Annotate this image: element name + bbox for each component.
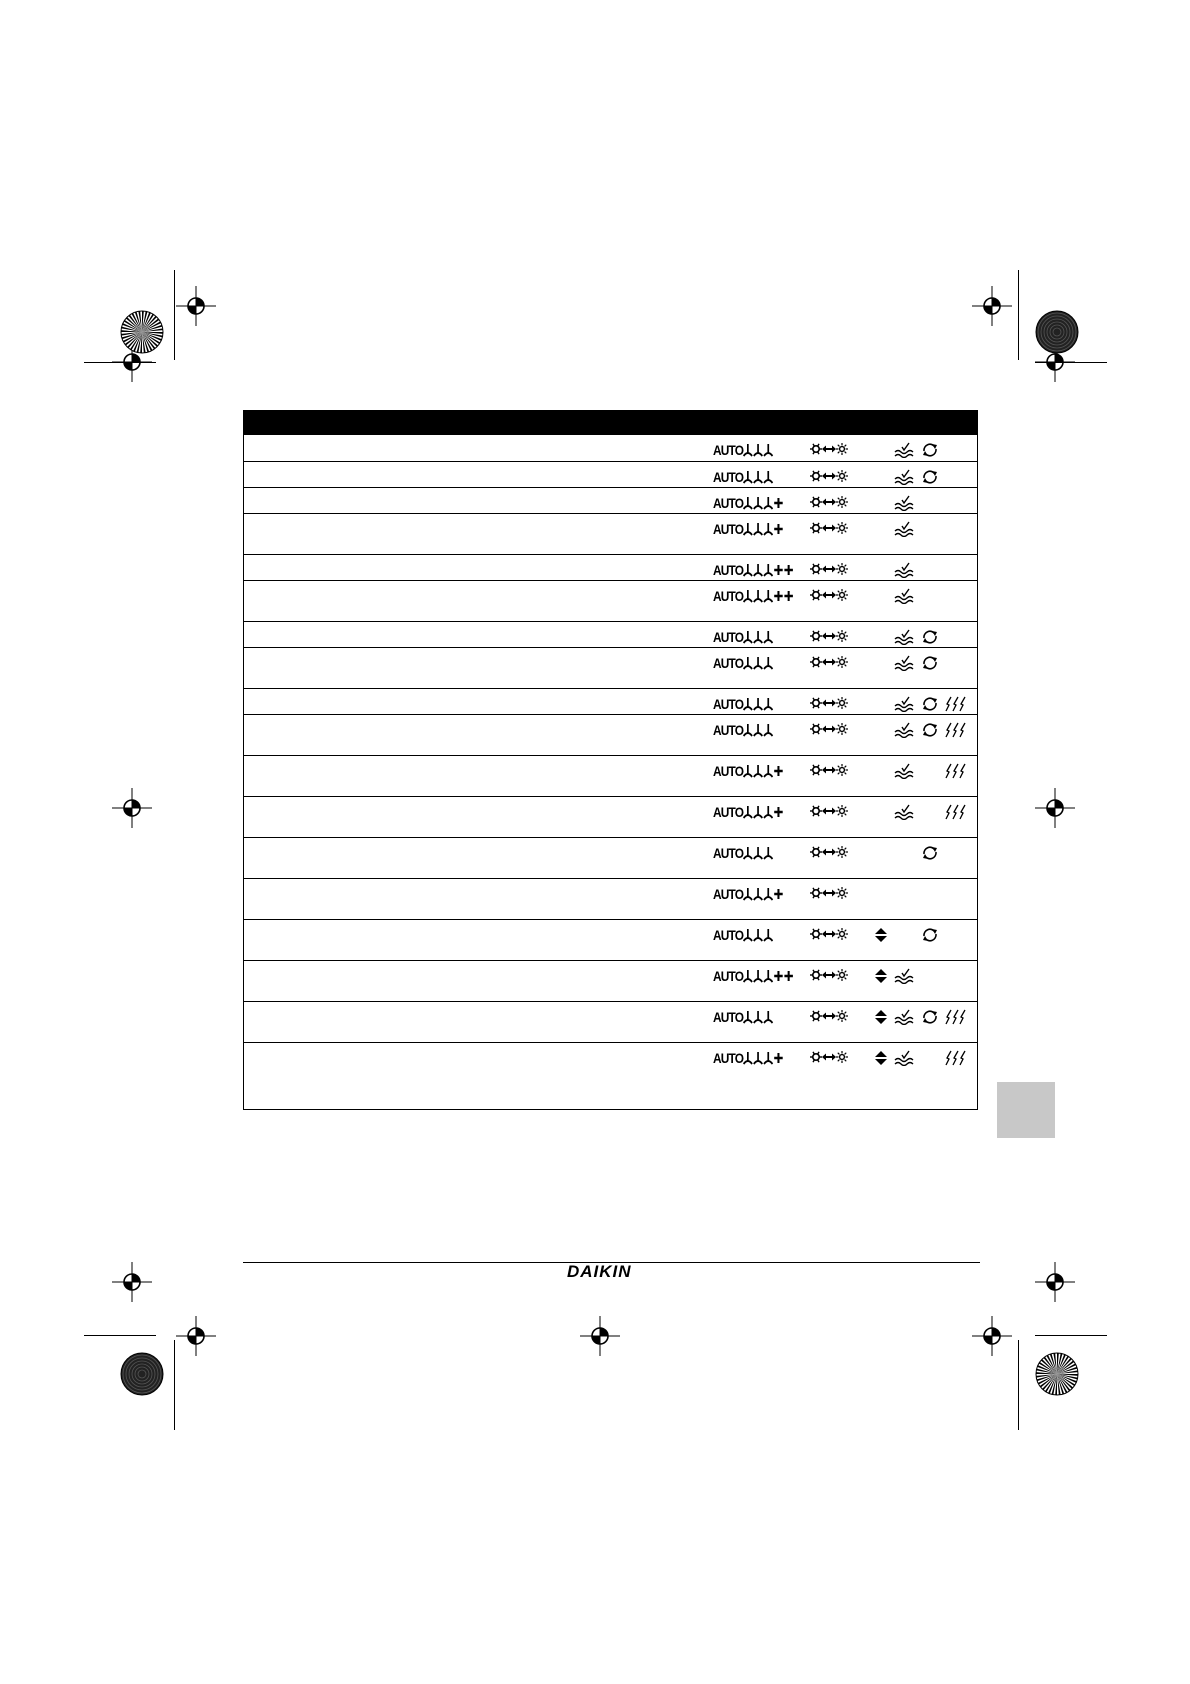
- mode-cell: [809, 562, 849, 578]
- fan-speed-icon: [764, 470, 774, 484]
- fan-speed-cell: [713, 968, 794, 984]
- dry-mode-icon: [894, 722, 916, 738]
- cycle-cell: [921, 722, 939, 738]
- dry-mode-icon: [894, 495, 916, 511]
- table-row: [244, 878, 977, 919]
- plus-icon: [784, 589, 794, 603]
- dry-mode-icon: [894, 763, 916, 779]
- fan-auto-label: AUTO: [713, 968, 744, 984]
- fan-speed-icon: [764, 656, 774, 670]
- fan-speed-icon: [743, 846, 753, 860]
- mode-cell: [809, 804, 849, 820]
- heater-icon: [945, 722, 969, 738]
- plus-icon: [784, 563, 794, 577]
- vswing-cell: [874, 1050, 888, 1066]
- dark-rosette-icon: [120, 1352, 164, 1396]
- fan-speed-icon: [753, 969, 763, 983]
- fan-auto-label: AUTO: [713, 655, 744, 671]
- fan-speed-cell: [713, 927, 774, 943]
- mode-cell: [809, 442, 849, 458]
- dry-mode-icon: [894, 588, 916, 604]
- fan-speed-cell: [713, 886, 784, 902]
- table-row: [244, 755, 977, 796]
- cool-heat-changeover-icon: [809, 927, 849, 941]
- fan-speed-cell: [713, 804, 784, 820]
- fan-auto-label: AUTO: [713, 521, 744, 537]
- cycle-cell: [921, 845, 939, 861]
- fan-speed-icon: [743, 969, 753, 983]
- dry-mode-icon: [894, 655, 916, 671]
- cycle-icon: [921, 1009, 939, 1025]
- table-row: [244, 461, 977, 487]
- cool-heat-changeover-icon: [809, 442, 849, 456]
- mode-cell: [809, 763, 849, 779]
- cool-heat-changeover-icon: [809, 722, 849, 736]
- fan-speed-icon: [743, 1051, 753, 1065]
- mode-cell: [809, 696, 849, 712]
- cycle-icon: [921, 469, 939, 485]
- fan-speed-icon: [743, 443, 753, 457]
- fan-auto-label: AUTO: [713, 562, 744, 578]
- table-row: [244, 621, 977, 647]
- fan-speed-icon: [764, 969, 774, 983]
- heater-icon: [945, 1050, 969, 1066]
- fan-speed-cell: [713, 845, 774, 861]
- vertical-swing-icon: [874, 927, 888, 943]
- fan-speed-cell: [713, 442, 774, 458]
- table-row: [244, 919, 977, 960]
- registration-target-icon: [112, 1262, 152, 1302]
- cool-heat-changeover-icon: [809, 696, 849, 710]
- heat-cell: [945, 722, 969, 738]
- fan-auto-label: AUTO: [713, 845, 744, 861]
- fan-speed-icon: [753, 496, 763, 510]
- plus-icon: [774, 496, 784, 510]
- plus-icon: [774, 764, 784, 778]
- fan-speed-icon: [743, 805, 753, 819]
- mode-cell: [809, 1009, 849, 1025]
- plus-icon: [774, 1051, 784, 1065]
- cycle-icon: [921, 696, 939, 712]
- cool-heat-changeover-icon: [809, 968, 849, 982]
- dry-mode-icon: [894, 968, 916, 984]
- fan-speed-icon: [743, 928, 753, 942]
- fan-speed-icon: [743, 522, 753, 536]
- fan-speed-cell: [713, 763, 784, 779]
- dry-cell: [894, 442, 916, 458]
- fan-speed-cell: [713, 629, 774, 645]
- vswing-cell: [874, 927, 888, 943]
- fan-auto-label: AUTO: [713, 629, 744, 645]
- table-row: [244, 714, 977, 755]
- cycle-icon: [921, 722, 939, 738]
- fan-speed-icon: [764, 563, 774, 577]
- plus-icon: [774, 969, 784, 983]
- fan-speed-icon: [743, 589, 753, 603]
- fan-speed-icon: [743, 697, 753, 711]
- table-row: [244, 960, 977, 1001]
- cool-heat-changeover-icon: [809, 495, 849, 509]
- dry-mode-icon: [894, 629, 916, 645]
- fan-auto-label: AUTO: [713, 722, 744, 738]
- fan-speed-icon: [764, 443, 774, 457]
- fan-speed-icon: [764, 1051, 774, 1065]
- heat-cell: [945, 804, 969, 820]
- registration-target-icon: [580, 1316, 620, 1356]
- dry-cell: [894, 696, 916, 712]
- heat-cell: [945, 696, 969, 712]
- fan-speed-icon: [753, 470, 763, 484]
- dry-cell: [894, 629, 916, 645]
- fan-speed-icon: [764, 589, 774, 603]
- cool-heat-changeover-icon: [809, 804, 849, 818]
- dry-cell: [894, 521, 916, 537]
- dry-cell: [894, 804, 916, 820]
- fan-speed-icon: [753, 656, 763, 670]
- cool-heat-changeover-icon: [809, 886, 849, 900]
- mode-cell: [809, 927, 849, 943]
- dry-cell: [894, 469, 916, 485]
- fan-speed-cell: [713, 1050, 784, 1066]
- mode-cell: [809, 469, 849, 485]
- fan-speed-icon: [764, 846, 774, 860]
- cool-heat-changeover-icon: [809, 562, 849, 576]
- fan-speed-icon: [743, 496, 753, 510]
- mode-cell: [809, 722, 849, 738]
- mode-cell: [809, 845, 849, 861]
- starburst-rosette-icon: [1035, 1352, 1079, 1396]
- cool-heat-changeover-icon: [809, 629, 849, 643]
- fan-speed-icon: [764, 764, 774, 778]
- fan-speed-icon: [743, 656, 753, 670]
- brand-logo: DAIKIN: [567, 1262, 632, 1281]
- fan-speed-cell: [713, 469, 774, 485]
- cycle-cell: [921, 655, 939, 671]
- registration-target-icon: [112, 788, 152, 828]
- fan-speed-icon: [764, 496, 774, 510]
- fan-speed-icon: [764, 697, 774, 711]
- fan-speed-icon: [764, 630, 774, 644]
- vertical-swing-icon: [874, 968, 888, 984]
- fan-speed-icon: [753, 887, 763, 901]
- plus-icon: [774, 805, 784, 819]
- registration-target-icon: [176, 286, 216, 326]
- dry-cell: [894, 588, 916, 604]
- dry-mode-icon: [894, 521, 916, 537]
- heat-cell: [945, 763, 969, 779]
- heat-cell: [945, 1050, 969, 1066]
- registration-target-icon: [176, 1316, 216, 1356]
- dry-mode-icon: [894, 469, 916, 485]
- dry-cell: [894, 763, 916, 779]
- heater-icon: [945, 763, 969, 779]
- fan-speed-icon: [743, 1010, 753, 1024]
- table-row: [244, 435, 977, 461]
- fan-speed-icon: [764, 805, 774, 819]
- fan-auto-label: AUTO: [713, 804, 744, 820]
- fan-speed-icon: [753, 1051, 763, 1065]
- cycle-cell: [921, 696, 939, 712]
- fan-auto-label: AUTO: [713, 696, 744, 712]
- fan-speed-icon: [743, 723, 753, 737]
- cool-heat-changeover-icon: [809, 588, 849, 602]
- fan-speed-icon: [753, 805, 763, 819]
- dry-cell: [894, 655, 916, 671]
- fan-speed-icon: [753, 697, 763, 711]
- dark-rosette-icon: [1035, 310, 1079, 354]
- fan-speed-icon: [753, 1010, 763, 1024]
- fan-auto-label: AUTO: [713, 763, 744, 779]
- mode-cell: [809, 495, 849, 511]
- fan-speed-cell: [713, 655, 774, 671]
- plus-icon: [774, 887, 784, 901]
- cycle-cell: [921, 442, 939, 458]
- dry-cell: [894, 1009, 916, 1025]
- starburst-rosette-icon: [120, 310, 164, 354]
- fan-auto-label: AUTO: [713, 927, 744, 943]
- table-row: [244, 580, 977, 621]
- fan-speed-icon: [743, 470, 753, 484]
- heater-icon: [945, 696, 969, 712]
- table-row: [244, 688, 977, 714]
- vswing-cell: [874, 1009, 888, 1025]
- cool-heat-changeover-icon: [809, 763, 849, 777]
- registration-target-icon: [972, 1316, 1012, 1356]
- dry-cell: [894, 1050, 916, 1066]
- fan-auto-label: AUTO: [713, 1009, 744, 1025]
- cycle-icon: [921, 927, 939, 943]
- mode-cell: [809, 886, 849, 902]
- table-row: [244, 837, 977, 878]
- dry-mode-icon: [894, 1009, 916, 1025]
- vertical-swing-icon: [874, 1050, 888, 1066]
- fan-speed-cell: [713, 588, 794, 604]
- cycle-icon: [921, 442, 939, 458]
- cycle-cell: [921, 629, 939, 645]
- heater-icon: [945, 1009, 969, 1025]
- fan-speed-icon: [753, 723, 763, 737]
- fan-speed-icon: [753, 764, 763, 778]
- cycle-icon: [921, 655, 939, 671]
- cycle-cell: [921, 927, 939, 943]
- dry-cell: [894, 722, 916, 738]
- fan-speed-cell: [713, 1009, 774, 1025]
- dry-cell: [894, 495, 916, 511]
- mode-cell: [809, 1050, 849, 1066]
- fan-speed-icon: [753, 630, 763, 644]
- fan-speed-cell: [713, 722, 774, 738]
- fan-speed-icon: [764, 1010, 774, 1024]
- cycle-cell: [921, 1009, 939, 1025]
- fan-speed-icon: [753, 563, 763, 577]
- plus-icon: [774, 522, 784, 536]
- heater-icon: [945, 804, 969, 820]
- fan-speed-icon: [753, 522, 763, 536]
- mode-cell: [809, 588, 849, 604]
- dry-mode-icon: [894, 562, 916, 578]
- cool-heat-changeover-icon: [809, 521, 849, 535]
- registration-target-icon: [1035, 788, 1075, 828]
- mode-cell: [809, 655, 849, 671]
- fan-speed-icon: [764, 887, 774, 901]
- fan-auto-label: AUTO: [713, 469, 744, 485]
- registration-target-icon: [972, 286, 1012, 326]
- registration-target-icon: [1035, 1262, 1075, 1302]
- fan-auto-label: AUTO: [713, 886, 744, 902]
- fan-speed-cell: [713, 696, 774, 712]
- vswing-cell: [874, 968, 888, 984]
- heat-cell: [945, 1009, 969, 1025]
- cycle-icon: [921, 629, 939, 645]
- mode-cell: [809, 521, 849, 537]
- dry-mode-icon: [894, 1050, 916, 1066]
- plus-icon: [784, 969, 794, 983]
- cycle-cell: [921, 469, 939, 485]
- table-row: [244, 796, 977, 837]
- dry-cell: [894, 968, 916, 984]
- fan-speed-icon: [743, 630, 753, 644]
- table-row: [244, 513, 977, 554]
- fan-speed-icon: [764, 723, 774, 737]
- plus-icon: [774, 563, 784, 577]
- fan-speed-icon: [743, 887, 753, 901]
- cycle-icon: [921, 845, 939, 861]
- fan-auto-label: AUTO: [713, 588, 744, 604]
- section-tab: [997, 1082, 1055, 1138]
- mode-cell: [809, 629, 849, 645]
- table-row: [244, 554, 977, 580]
- fan-speed-icon: [753, 846, 763, 860]
- fan-speed-cell: [713, 495, 784, 511]
- fan-speed-cell: [713, 562, 794, 578]
- plus-icon: [774, 589, 784, 603]
- settings-table: [243, 410, 978, 1110]
- fan-speed-icon: [753, 589, 763, 603]
- cool-heat-changeover-icon: [809, 845, 849, 859]
- cool-heat-changeover-icon: [809, 1009, 849, 1023]
- fan-speed-icon: [764, 928, 774, 942]
- table-row: [244, 1042, 977, 1109]
- fan-speed-icon: [753, 443, 763, 457]
- dry-mode-icon: [894, 696, 916, 712]
- cool-heat-changeover-icon: [809, 655, 849, 669]
- fan-auto-label: AUTO: [713, 495, 744, 511]
- table-row: [244, 1001, 977, 1042]
- cool-heat-changeover-icon: [809, 469, 849, 483]
- table-header-bar: [244, 411, 977, 435]
- fan-speed-icon: [743, 563, 753, 577]
- dry-mode-icon: [894, 804, 916, 820]
- cool-heat-changeover-icon: [809, 1050, 849, 1064]
- fan-auto-label: AUTO: [713, 1050, 744, 1066]
- dry-mode-icon: [894, 442, 916, 458]
- mode-cell: [809, 968, 849, 984]
- vertical-swing-icon: [874, 1009, 888, 1025]
- dry-cell: [894, 562, 916, 578]
- fan-auto-label: AUTO: [713, 442, 744, 458]
- table-row: [244, 487, 977, 513]
- table-row: [244, 647, 977, 688]
- fan-speed-icon: [764, 522, 774, 536]
- fan-speed-cell: [713, 521, 784, 537]
- fan-speed-icon: [743, 764, 753, 778]
- fan-speed-icon: [753, 928, 763, 942]
